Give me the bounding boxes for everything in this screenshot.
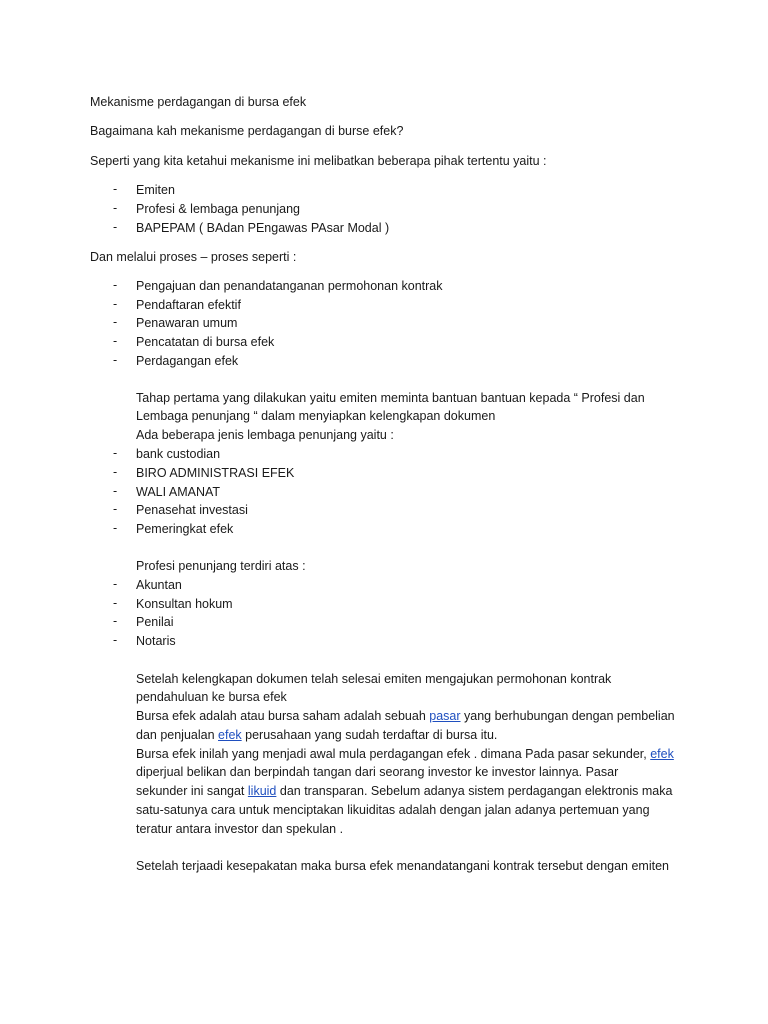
bullet-dash: - (113, 502, 118, 516)
bullet-dash: - (113, 465, 118, 479)
list-item-profession: Akuntan (136, 578, 182, 592)
paragraph-line: teratur antara investor dan spekulan . (136, 822, 344, 836)
profession-intro: Profesi penunjang terdiri atas : (136, 559, 306, 573)
paragraph-line (136, 783, 672, 799)
list-item-institution: bank custodian (136, 447, 221, 461)
bullet-dash: - (113, 278, 118, 292)
doc-intro: Seperti yang kita ketahui mekanisme ini melibatkan beberapa pihak tertentu yaitu : (90, 154, 547, 168)
list-item-process: Perdagangan efek (136, 354, 239, 368)
list-item-institution: WALI AMANAT (136, 485, 221, 499)
list-item-institution: Penasehat investasi (136, 503, 248, 517)
bullet-dash: - (113, 484, 118, 498)
paragraph-line: Ada beberapa jenis lembaga penunjang yaitu : (136, 428, 394, 442)
paragraph-line (136, 708, 675, 724)
doc-title: Mekanisme perdagangan di bursa efek (90, 95, 307, 109)
list-item-profession: Notaris (136, 634, 176, 648)
list-item-process: Pencatatan di bursa efek (136, 335, 275, 349)
final-sentence: Setelah terjaadi kesepakatan maka bursa efek menandatangani kontrak tersebut dengan emiten (136, 859, 669, 873)
bullet-dash: - (113, 353, 118, 367)
bullet-dash: - (113, 201, 118, 215)
bullet-dash: - (113, 220, 118, 234)
link-efek-2[interactable]: efek (650, 747, 674, 761)
bullet-dash: - (113, 614, 118, 628)
paragraph-line: pendahuluan ke bursa efek (136, 690, 287, 704)
process-intro: Dan melalui proses – proses seperti : (90, 250, 297, 264)
bullet-dash: - (113, 446, 118, 460)
bullet-dash: - (113, 182, 118, 196)
link-pasar[interactable]: pasar (429, 709, 461, 723)
list-item-process: Penawaran umum (136, 316, 238, 330)
list-item-party: Emiten (136, 183, 175, 197)
paragraph-line: satu-satunya cara untuk menciptakan likuiditas adalah dengan jalan adanya pertemuan yang (136, 803, 650, 817)
list-item-institution: BIRO ADMINISTRASI EFEK (136, 466, 295, 480)
bullet-dash: - (113, 315, 118, 329)
text-run: perusahaan yang sudah terdaftar di bursa itu. (241, 728, 498, 742)
paragraph-line: Setelah kelengkapan dokumen telah selesai emiten mengajukan permohonan kontrak (136, 672, 612, 686)
list-item-profession: Konsultan hokum (136, 597, 233, 611)
paragraph-line: diperjual belikan dan berpindah tangan dari seorang investor ke investor lainnya. Pasar (136, 765, 619, 779)
bullet-dash: - (113, 577, 118, 591)
bullet-dash: - (113, 596, 118, 610)
list-item-party: Profesi & lembaga penunjang (136, 202, 301, 216)
text-run: dan penjualan (136, 728, 219, 742)
link-efek[interactable]: efek (218, 728, 242, 742)
bullet-dash: - (113, 297, 118, 311)
link-likuid[interactable]: likuid (247, 784, 277, 798)
paragraph-line: Lembaga penunjang “ dalam menyiapkan kelengkapan dokumen (136, 409, 496, 423)
text-run: dan transparan. Sebelum adanya sistem perdagangan elektronis maka (276, 784, 673, 798)
text-run: Bursa efek adalah atau bursa saham adalah sebuah (136, 709, 430, 723)
text-run: yang berhubungan dengan pembelian (460, 709, 675, 723)
list-item-party: BAPEPAM ( BAdan PEngawas PAsar Modal ) (136, 221, 390, 235)
list-item-process: Pendaftaran efektif (136, 298, 241, 312)
list-item-profession: Penilai (136, 615, 174, 629)
doc-question: Bagaimana kah mekanisme perdagangan di burse efek? (90, 124, 404, 138)
text-run: Bursa efek inilah yang menjadi awal mula perdagangan efek . dimana Pada pasar sekunder, (136, 747, 651, 761)
paragraph-line (136, 727, 497, 743)
list-item-process: Pengajuan dan penandatanganan permohonan kontrak (136, 279, 443, 293)
paragraph-line: Tahap pertama yang dilakukan yaitu emiten meminta bantuan bantuan kepada “ Profesi dan (136, 391, 645, 405)
text-run: sekunder ini sangat (136, 784, 248, 798)
bullet-dash: - (113, 334, 118, 348)
list-item-institution: Pemeringkat efek (136, 522, 234, 536)
paragraph-line (136, 746, 674, 762)
bullet-dash: - (113, 521, 118, 535)
bullet-dash: - (113, 633, 118, 647)
